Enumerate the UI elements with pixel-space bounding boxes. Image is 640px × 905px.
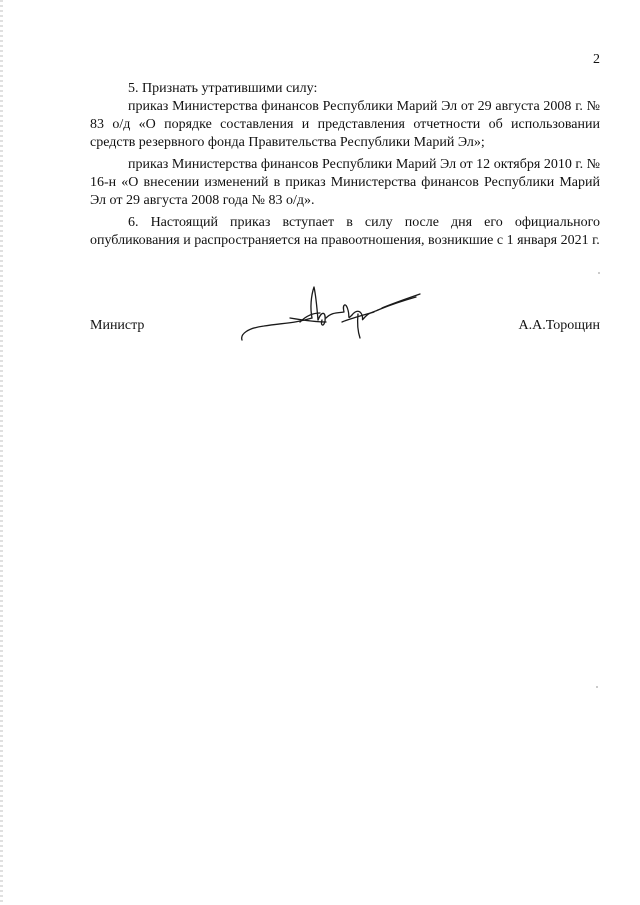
- document-body: [90, 80, 600, 250]
- paragraph-6-effective-date: 6. Настоящий приказ вступает в силу после дня его официального опубликования и распространяется на правоотношения, возникшие с 1 января 2021 г.: [90, 215, 600, 248]
- paragraph-revoked-order-2: приказ Министерства финансов Республики Марий Эл от 12 октября 2010 г. № 16-н «О внесении изменений в приказ Министерства финансов Республики Марий Эл от 29 августа 2008 года № 83 о/д».: [90, 157, 600, 208]
- signatory-position: Министр: [90, 318, 145, 333]
- page-number: 2: [593, 52, 600, 67]
- scan-speck: [596, 686, 598, 688]
- signatory-name: А.А.Торощин: [518, 318, 600, 333]
- paragraph-revoked-order-1: приказ Министерства финансов Республики Марий Эл от 29 августа 2008 г. № 83 о/д «О порядке составления и представления отчетности об использовании средств резервного фонда Правительства Республики Марий Эл»;: [90, 99, 600, 150]
- scan-edge: [0, 0, 3, 905]
- paragraph-5-heading: 5. Признать утратившими силу:: [128, 81, 318, 96]
- scan-speck: [598, 272, 600, 274]
- signature-block: [90, 318, 600, 340]
